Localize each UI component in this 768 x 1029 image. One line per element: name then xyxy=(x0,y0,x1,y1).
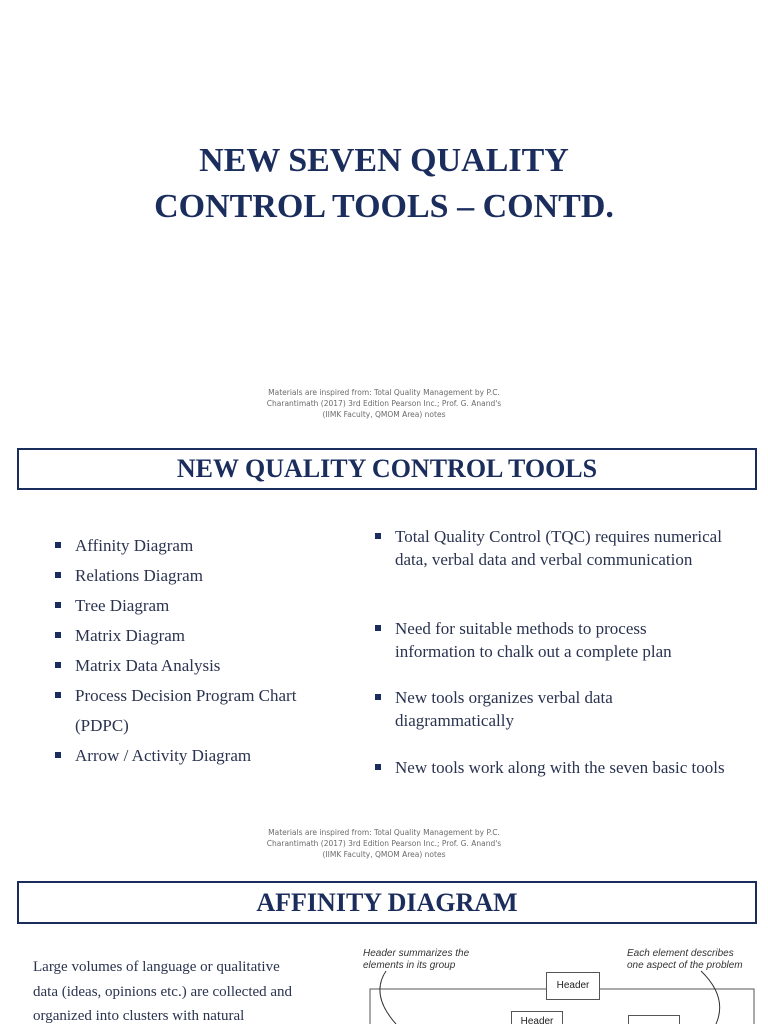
affinity-description xyxy=(33,955,323,1029)
list-item-label: Matrix Data Analysis xyxy=(75,656,221,675)
slide-heading: NEW QUALITY CONTROL TOOLS xyxy=(17,448,757,490)
list-item xyxy=(375,525,725,617)
header-box: Header xyxy=(546,972,600,1000)
bullet-icon xyxy=(55,602,61,608)
bullet-icon xyxy=(55,752,61,758)
list-item-label: Affinity Diagram xyxy=(75,536,194,555)
left-annotation xyxy=(363,948,469,972)
left-pointer-arc xyxy=(380,971,396,1024)
credit-line: Charantimath (2017) 3rd Edition Pearson Inc.; Prof. G. Anand's xyxy=(266,839,502,848)
header-box: Header xyxy=(511,1011,563,1024)
list-item-label: New tools work along with the seven basic tools xyxy=(395,758,725,777)
bullet-icon xyxy=(55,542,61,548)
body-line: organized into clusters with natural xyxy=(33,1008,245,1024)
list-item-label: Matrix Diagram xyxy=(75,626,185,645)
list-item-label: Tree Diagram xyxy=(75,596,170,615)
list-item-continuation xyxy=(55,713,355,743)
list-item-label: Process Decision Program Chart xyxy=(75,686,297,705)
right-bullet-list xyxy=(375,525,725,802)
list-item xyxy=(55,563,355,593)
list-item-label: New tools organizes verbal data diagrammatically xyxy=(395,688,613,730)
body-line: Large volumes of language or qualitative xyxy=(33,959,280,975)
element-box xyxy=(628,1015,680,1024)
title-line-1: NEW SEVEN QUALITY xyxy=(199,142,569,179)
credit-note xyxy=(0,387,768,420)
list-item xyxy=(375,756,725,802)
bullet-icon xyxy=(375,764,381,770)
list-item xyxy=(375,686,725,756)
list-item xyxy=(55,593,355,623)
annotation-line: Header summarizes the xyxy=(363,948,470,959)
affinity-figure xyxy=(356,945,768,1024)
credit-note xyxy=(0,827,768,860)
list-item xyxy=(55,623,355,653)
list-item-label: Relations Diagram xyxy=(75,566,203,585)
bullet-icon xyxy=(375,625,381,631)
list-item xyxy=(55,533,355,563)
tools-slide xyxy=(0,440,768,870)
list-item xyxy=(55,683,355,713)
title-slide xyxy=(0,0,768,440)
credit-line: (IIMK Faculty, QMOM Area) notes xyxy=(322,850,446,859)
bullet-icon xyxy=(55,572,61,578)
credit-line: Materials are inspired from: Total Quality Management by P.C. xyxy=(268,388,500,397)
bullet-icon xyxy=(55,662,61,668)
slide-title xyxy=(0,138,768,230)
annotation-line: elements in its group xyxy=(363,960,456,971)
body-line: data (ideas, opinions etc.) are collected and xyxy=(33,983,293,1000)
right-annotation xyxy=(627,948,743,972)
list-item-label: Arrow / Activity Diagram xyxy=(75,746,252,765)
list-item-label: Total Quality Control (TQC) requires numerical data, verbal data and verbal communication xyxy=(395,527,722,569)
credit-line: Charantimath (2017) 3rd Edition Pearson Inc.; Prof. G. Anand's xyxy=(266,399,502,408)
bullet-icon xyxy=(375,694,381,700)
credit-line: Materials are inspired from: Total Quality Management by P.C. xyxy=(268,828,500,837)
list-item xyxy=(55,743,355,773)
list-item xyxy=(55,653,355,683)
left-bullet-list xyxy=(55,533,355,773)
list-item-label: (PDPC) xyxy=(75,716,129,735)
annotation-line: Each element describes xyxy=(627,948,734,959)
list-item xyxy=(375,617,725,686)
bullet-icon xyxy=(55,632,61,638)
right-pointer-arc xyxy=(701,971,720,1024)
list-item-label: Need for suitable methods to process information to chalk out a complete plan xyxy=(395,619,672,661)
credit-line: (IIMK Faculty, QMOM Area) notes xyxy=(322,410,446,419)
annotation-line: one aspect of the problem xyxy=(627,960,743,971)
bullet-icon xyxy=(375,533,381,539)
title-line-2: CONTROL TOOLS – CONTD. xyxy=(154,188,614,225)
bullet-icon xyxy=(55,692,61,698)
slide-heading: AFFINITY DIAGRAM xyxy=(17,881,757,924)
